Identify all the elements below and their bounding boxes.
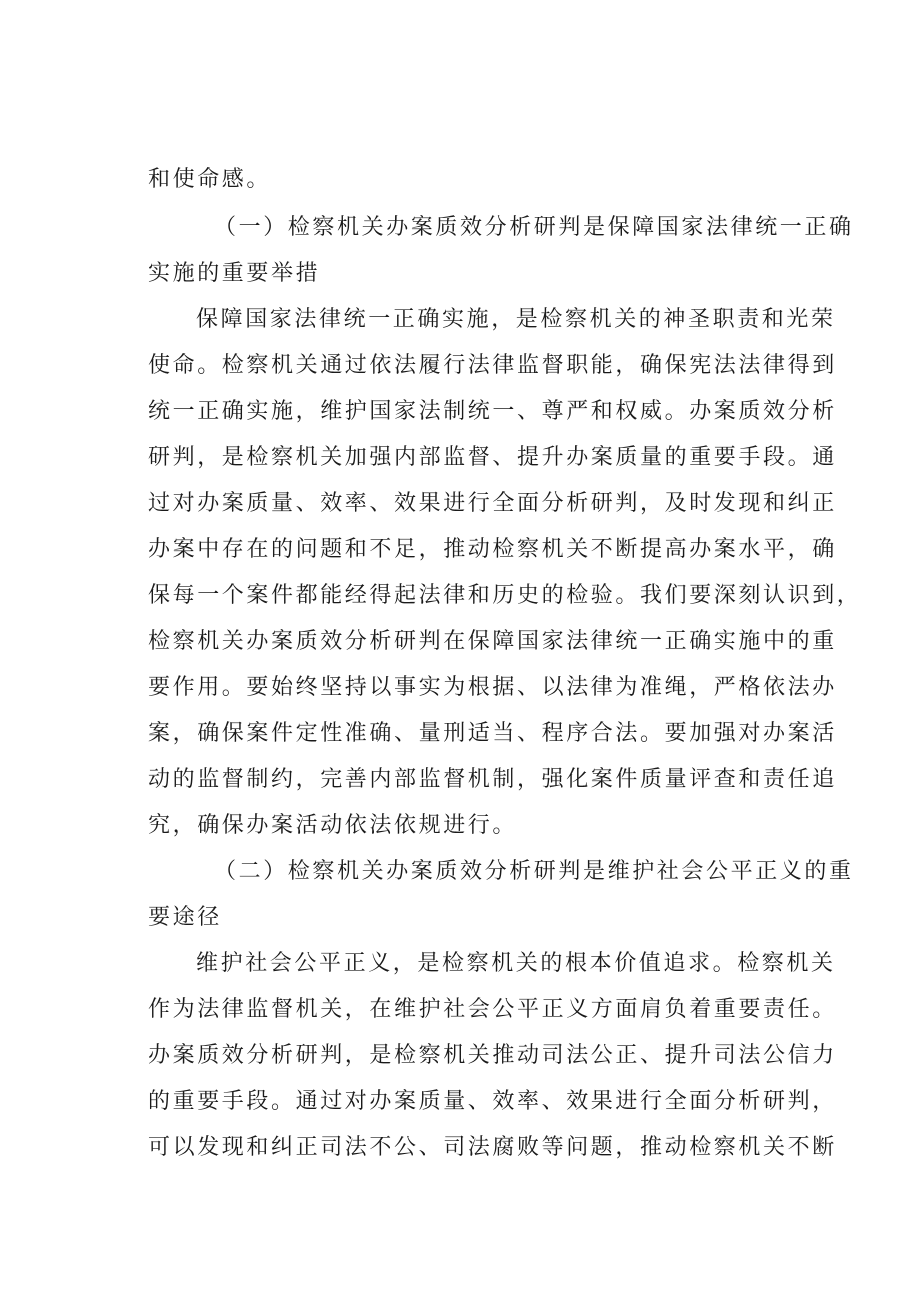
paragraph-line: 使命。检察机关通过依法履行法律监督职能，确保宪法法律得到	[148, 353, 837, 378]
paragraph-line: 要作用。要始终坚持以事实为根据、以法律为准绳，严格依法办	[148, 675, 837, 700]
text-line: 和使命感。	[148, 167, 272, 192]
paragraph-line: 的重要手段。通过对办案质量、效率、效果进行全面分析研判，	[148, 1089, 837, 1114]
paragraph-line: 办案质效分析研判，是检察机关推动司法公正、提升司法公信力	[148, 1043, 837, 1068]
paragraph-line: 维护社会公平正义，是检察机关的根本价值追求。检察机关	[196, 951, 836, 976]
section-heading-2-cont: 要途径	[148, 905, 222, 930]
section-heading-1: （一）检察机关办案质效分析研判是保障国家法律统一正确	[214, 215, 854, 240]
paragraph-line: 检察机关办案质效分析研判在保障国家法律统一正确实施中的重	[148, 629, 837, 654]
paragraph-line: 案，确保案件定性准确、量刑适当、程序合法。要加强对办案活	[148, 721, 837, 746]
paragraph-line: 可以发现和纠正司法不公、司法腐败等问题，推动检察机关不断	[148, 1135, 837, 1160]
paragraph-line: 保每一个案件都能经得起法律和历史的检验。我们要深刻认识到，	[148, 583, 862, 608]
paragraph-line: 办案中存在的问题和不足，推动检察机关不断提高办案水平，确	[148, 537, 837, 562]
section-heading-2: （二）检察机关办案质效分析研判是维护社会公平正义的重	[214, 859, 854, 884]
paragraph-line: 过对办案质量、效率、效果进行全面分析研判，及时发现和纠正	[148, 491, 837, 516]
section-heading-1-cont: 实施的重要举措	[148, 261, 321, 286]
paragraph-line: 作为法律监督机关，在维护社会公平正义方面肩负着重要责任。	[148, 997, 837, 1022]
paragraph-line: 动的监督制约，完善内部监督机制，强化案件质量评查和责任追	[148, 767, 837, 792]
paragraph-line: 研判，是检察机关加强内部监督、提升办案质量的重要手段。通	[148, 445, 837, 470]
paragraph-line: 究，确保办案活动依法依规进行。	[148, 813, 518, 838]
paragraph-line: 保障国家法律统一正确实施，是检察机关的神圣职责和光荣	[196, 307, 836, 332]
paragraph-line: 统一正确实施，维护国家法制统一、尊严和权威。办案质效分析	[148, 399, 837, 424]
